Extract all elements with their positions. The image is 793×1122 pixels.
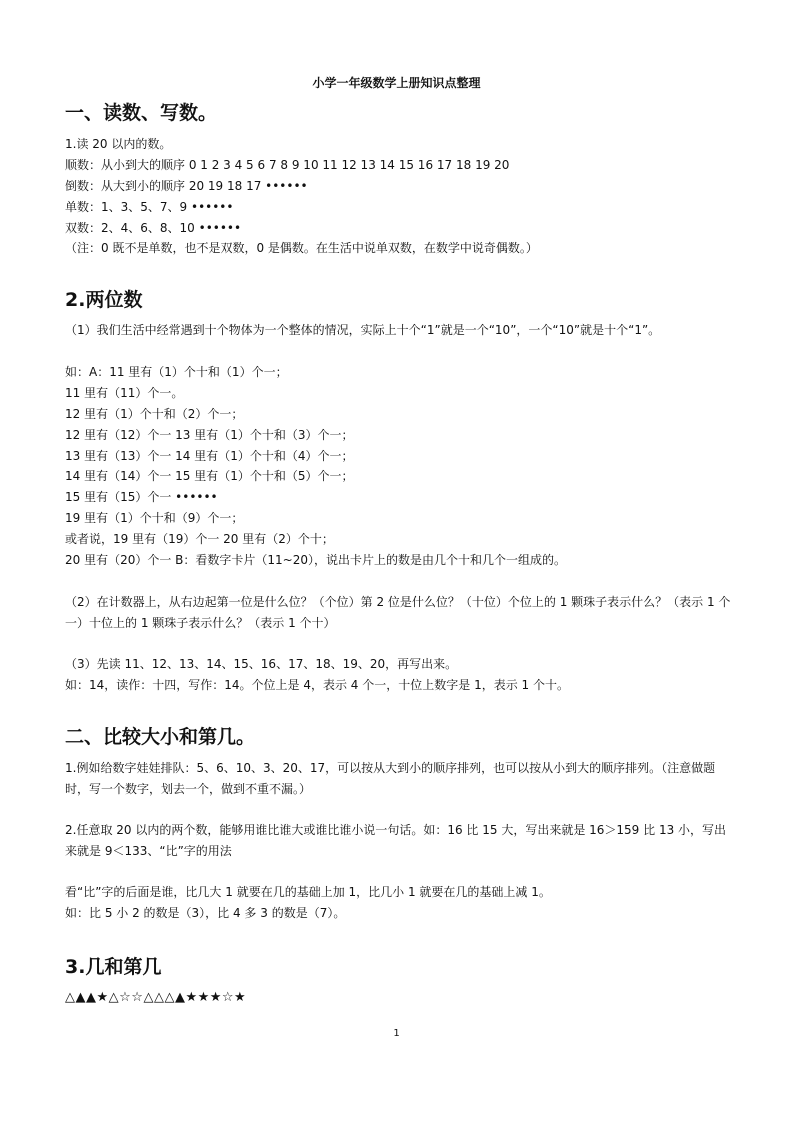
text-line: 双数：2、4、6、8、10 •••••• xyxy=(65,221,242,235)
text-line: 看“比”字的后面是谁，比几大 1 就要在几的基础上加 1，比几小 1 就要在几的基础上减 1。 xyxy=(65,885,551,899)
paragraph: 2.任意取 20 以内的两个数，能够用谁比谁大或谁比谁小说一句话。如：16 比 15 大，写出来就是 16＞159 比 13 小，写出来就是 9＜133、“比”字的用法 xyxy=(65,823,727,858)
text-line: 14 里有（14）个一 15 里有（1）个十和（5）个一； xyxy=(65,469,354,483)
text-line: 顺数：从小到大的顺序 0 1 2 3 4 5 6 7 8 9 10 11 12 13 14 15 16 17 18 19 20 xyxy=(65,158,510,172)
section-heading-two-digit: 2.两位数 xyxy=(65,289,143,311)
paragraph: 1.例如给数字娃娃排队：5、6、10、3、20、17，可以按从大到小的顺序排列，也可以按从小到大的顺序排列。（注意做题时，写一个数字，划去一个，做到不重不漏。） xyxy=(65,761,716,796)
text-line: （3）先读 11、12、13、14、15、16、17、18、19、20，再写出来。 xyxy=(65,657,458,671)
paragraph: （2）在计数器上，从右边起第一位是什么位？（个位）第 2 位是什么位？（十位）个位上的 1 颗珠子表示什么？（表示 1 个一）十位上的 1 颗珠子表示什么？（表示 1 个十） xyxy=(65,595,731,630)
note-line: （注：0 既不是单数，也不是双数，0 是偶数。在生活中说单双数，在数学中说奇偶数。） xyxy=(65,241,538,255)
section-heading-ordinal: 3.几和第几 xyxy=(65,956,162,978)
section-heading-compare: 二、比较大小和第几。 xyxy=(65,726,256,748)
text-line: 20 里有（20）个一 B：看数字卡片（11~20），说出卡片上的数是由几个十和几个一组成的。 xyxy=(65,553,566,567)
text-line: 19 里有（1）个十和（9）个一； xyxy=(65,511,244,525)
document-title: 小学一年级数学上册知识点整理 xyxy=(312,76,481,90)
text-line: 11 里有（11）个一。 xyxy=(65,386,184,400)
text-line: 单数：1、3、5、7、9 •••••• xyxy=(65,200,234,214)
text-line: 12 里有（1）个十和（2）个一； xyxy=(65,407,244,421)
text-line: 1.读 20 以内的数。 xyxy=(65,137,172,151)
text-line: 或者说，19 里有（19）个一 20 里有（2）个十； xyxy=(65,532,334,546)
text-line: 13 里有（13）个一 14 里有（1）个十和（4）个一； xyxy=(65,449,354,463)
shapes-sequence: △▲▲★△☆☆△△△▲★★★☆★ xyxy=(65,990,247,1005)
text-line: 12 里有（12）个一 13 里有（1）个十和（3）个一； xyxy=(65,428,354,442)
text-line: 倒数：从大到小的顺序 20 19 18 17 •••••• xyxy=(65,179,308,193)
paragraph: （1）我们生活中经常遇到十个物体为一个整体的情况，实际上十个“1”就是一个“10”，一个“10”就是十个“1”。 xyxy=(65,323,661,337)
text-line: 如：14，读作：十四，写作：14。个位上是 4，表示 4 个一，十位上数字是 1，表示 1 个十。 xyxy=(65,678,569,692)
text-line: 如：比 5 小 2 的数是（3），比 4 多 3 的数是（7）。 xyxy=(65,906,346,920)
page-number: 1 xyxy=(393,1028,400,1039)
section-heading-reading-writing: 一、读数、写数。 xyxy=(65,102,218,124)
text-line: 如：A：11 里有（1）个十和（1）个一； xyxy=(65,365,288,379)
text-line: 15 里有（15）个一 •••••• xyxy=(65,490,218,504)
